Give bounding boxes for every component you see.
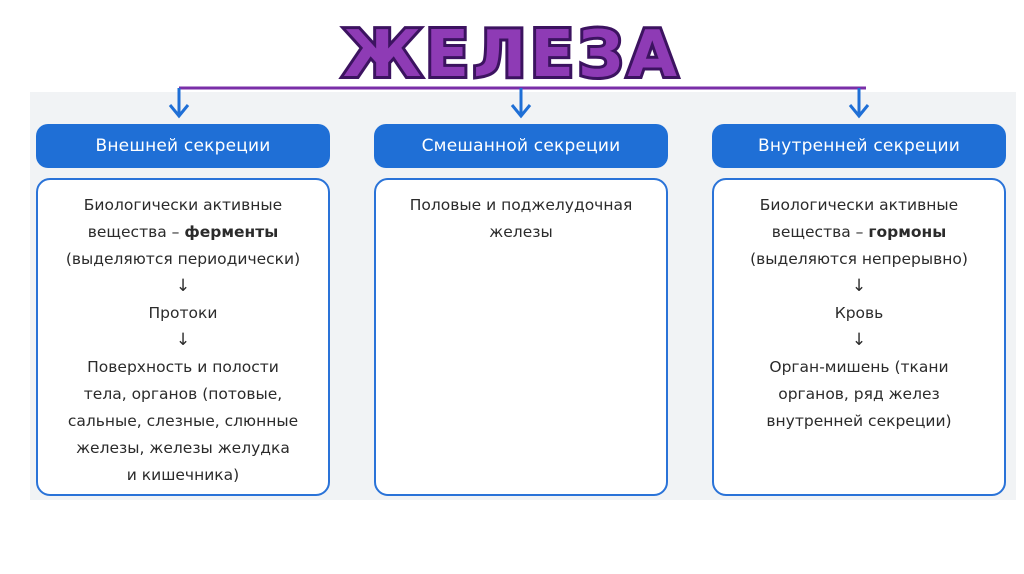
step-label: Кровь xyxy=(834,304,884,322)
diagram-title xyxy=(0,2,1024,88)
down-arrow-icon: ↓ xyxy=(851,276,867,296)
text-line: Биологически активные xyxy=(759,196,959,214)
text-line: Биологически активные xyxy=(83,196,283,214)
box-external-secretion xyxy=(36,178,330,496)
target-line: сальные, слезные, слюнные xyxy=(67,412,299,430)
text-line: (выделяются непрерывно) xyxy=(750,250,968,268)
target-line: и кишечника) xyxy=(126,466,240,484)
header-mixed-secretion: Смешанной секреции xyxy=(374,124,668,168)
target-line: тела, органов (потовые, xyxy=(83,385,283,403)
down-arrow-icon: ↓ xyxy=(851,330,867,350)
box-content xyxy=(720,192,998,435)
title-text: ЖЕЛЕЗА xyxy=(343,18,681,88)
text-line: (выделяются периодически) xyxy=(65,250,301,268)
text-line: вещества – ферменты xyxy=(87,223,279,241)
down-arrow-icon: ↓ xyxy=(175,330,191,350)
text-line: железы xyxy=(489,223,553,241)
target-line: внутренней секреции) xyxy=(766,412,952,430)
box-content xyxy=(44,192,322,489)
text-line: вещества – гормоны xyxy=(771,223,947,241)
box-mixed-secretion xyxy=(374,178,668,496)
target-line: Поверхность и полости xyxy=(87,358,279,376)
enzymes-term: ферменты xyxy=(184,223,279,241)
target-line: железы, железы желудка xyxy=(76,439,290,457)
header-internal-secretion: Внутренней секреции xyxy=(712,124,1006,168)
box-content xyxy=(382,192,660,246)
hormones-term: гормоны xyxy=(868,223,947,241)
text-line: Половые и поджелудочная xyxy=(409,196,633,214)
title-art xyxy=(0,2,1024,88)
header-external-secretion: Внешней секреции xyxy=(36,124,330,168)
down-arrow-icon: ↓ xyxy=(175,276,191,296)
box-internal-secretion xyxy=(712,178,1006,496)
target-line: Орган-мишень (ткани xyxy=(769,358,949,376)
target-line: органов, ряд желез xyxy=(778,385,940,403)
step-label: Протоки xyxy=(148,304,218,322)
